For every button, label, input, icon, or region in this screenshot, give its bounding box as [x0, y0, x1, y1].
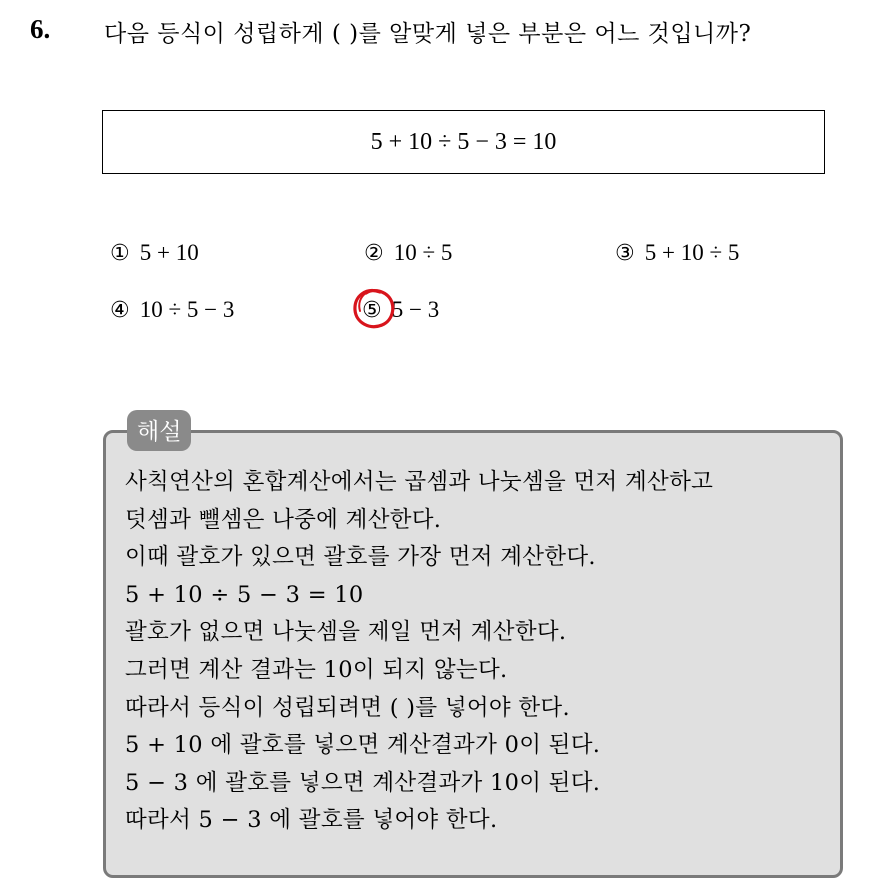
solution-line: 사칙연산의 혼합계산에서는 곱셈과 나눗셈을 먼저 계산하고 — [125, 469, 714, 495]
solution-line: 5 − 3 에 괄호를 넣으면 계산결과가 10이 된다. — [125, 769, 601, 796]
option-2-text: 10 ÷ 5 — [393, 240, 453, 265]
option-4[interactable] — [110, 297, 234, 323]
solution-line: 괄호가 없으면 나눗셈을 제일 먼저 계산한다. — [125, 619, 567, 646]
solution-line: 이때 괄호가 있으면 괄호를 가장 먼저 계산한다. — [125, 544, 596, 571]
option-1-text: 5 + 10 — [139, 240, 199, 265]
answer-circle-mark — [350, 286, 398, 332]
solution-line: 5 + 10 ÷ 5 − 3 = 10 — [125, 581, 364, 608]
solution-label: 해설 — [127, 410, 191, 451]
option-4-text: 10 ÷ 5 − 3 — [139, 297, 235, 322]
option-3-mark: ③ — [615, 241, 635, 266]
option-4-mark: ④ — [110, 298, 130, 323]
option-1-mark: ① — [110, 241, 130, 266]
option-1[interactable] — [110, 240, 199, 266]
solution-line: 그러면 계산 결과는 10이 되지 않는다. — [125, 656, 508, 683]
option-5-mark: ⑤ — [362, 298, 382, 323]
solution-line: 5 + 10 에 괄호를 넣으면 계산결과가 0이 된다. — [125, 732, 601, 759]
option-3[interactable] — [615, 240, 739, 266]
question-text: 다음 등식이 성립하게 ( )를 알맞게 넣은 부분은 어느 것입니까? — [104, 21, 752, 47]
option-2[interactable] — [364, 240, 452, 266]
question-number: 6. — [30, 14, 51, 44]
solution-line: 따라서 등식이 성립되려면 ( )를 넣어야 한다. — [125, 694, 570, 721]
solution-text — [125, 464, 835, 840]
option-3-text: 5 + 10 ÷ 5 — [644, 240, 740, 265]
equation-box — [102, 110, 825, 174]
option-5-text: 5 − 3 — [391, 297, 440, 322]
equation-text: 5 + 10 ÷ 5 − 3 = 10 — [370, 128, 557, 155]
option-2-mark: ② — [364, 241, 384, 266]
solution-line: 따라서 5 − 3 에 괄호를 넣어야 한다. — [125, 807, 498, 834]
solution-line: 덧셈과 뺄셈은 나중에 계산한다. — [125, 506, 442, 533]
